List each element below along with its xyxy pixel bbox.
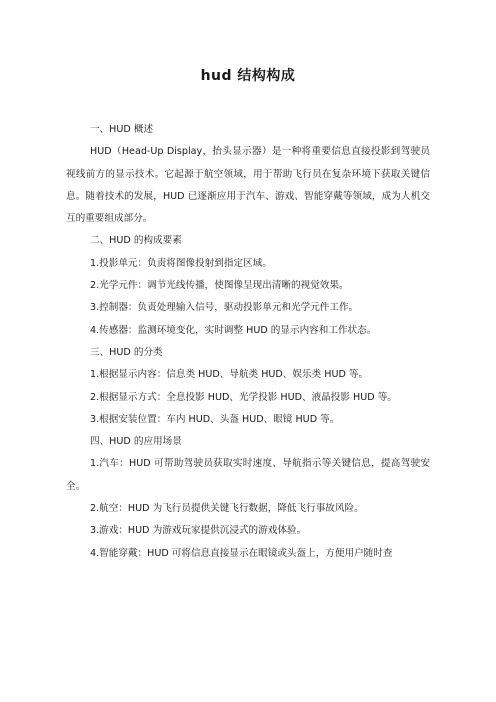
section-heading-classification: 三、HUD 的分类 bbox=[90, 346, 163, 358]
paragraph-overview: HUD（Head-Up Display，抬头显示器）是一种将重要信息直接投影到驾驶员视线前方的显示技术。它起源于航空领域，用于帮助飞行员在复杂环境下获取关键信息。随着技术的发展，HUD 已逐渐应用于汽车、游戏、智能穿戴等领域，成为人机交互的重要组成部分。 bbox=[66, 146, 430, 225]
list-item: 4.传感器：监测环境变化，实时调整 HUD 的显示内容和工作状态。 bbox=[90, 324, 377, 336]
document-title: hud 结构构成 bbox=[200, 68, 296, 84]
list-item: 3.控制器：负责处理输入信号，驱动投影单元和光学元件工作。 bbox=[90, 302, 359, 314]
list-item: 3.根据安装位置：车内 HUD、头盔 HUD、眼镜 HUD 等。 bbox=[90, 413, 340, 425]
list-item: 2.根据显示方式：全息投影 HUD、光学投影 HUD、液晶投影 HUD 等。 bbox=[90, 391, 397, 403]
section-heading-applications: 四、HUD 的应用场景 bbox=[90, 436, 182, 448]
list-item: 4.智能穿戴：HUD 可将信息直接显示在眼镜或头盔上，方便用户随时查 bbox=[90, 547, 393, 559]
document-body bbox=[66, 119, 430, 565]
section-heading-components: 二、HUD 的构成要素 bbox=[90, 235, 182, 247]
list-item: 1.根据显示内容：信息类 HUD、导航类 HUD、娱乐类 HUD 等。 bbox=[90, 369, 369, 381]
list-item: 1.汽车：HUD 可帮助驾驶员获取实时速度、导航指示等关键信息，提高驾驶安全。 bbox=[66, 458, 430, 492]
section-heading-overview: 一、HUD 概述 bbox=[90, 124, 154, 135]
list-item: 1.投影单元：负责将图像投射到指定区域。 bbox=[90, 257, 272, 269]
list-item: 2.航空：HUD 为飞行员提供关键飞行数据，降低飞行事故风险。 bbox=[90, 503, 364, 515]
list-item: 3.游戏：HUD 为游戏玩家提供沉浸式的游戏体验。 bbox=[90, 525, 307, 537]
list-item: 2.光学元件：调节光线传播，使图像呈现出清晰的视觉效果。 bbox=[90, 280, 349, 292]
